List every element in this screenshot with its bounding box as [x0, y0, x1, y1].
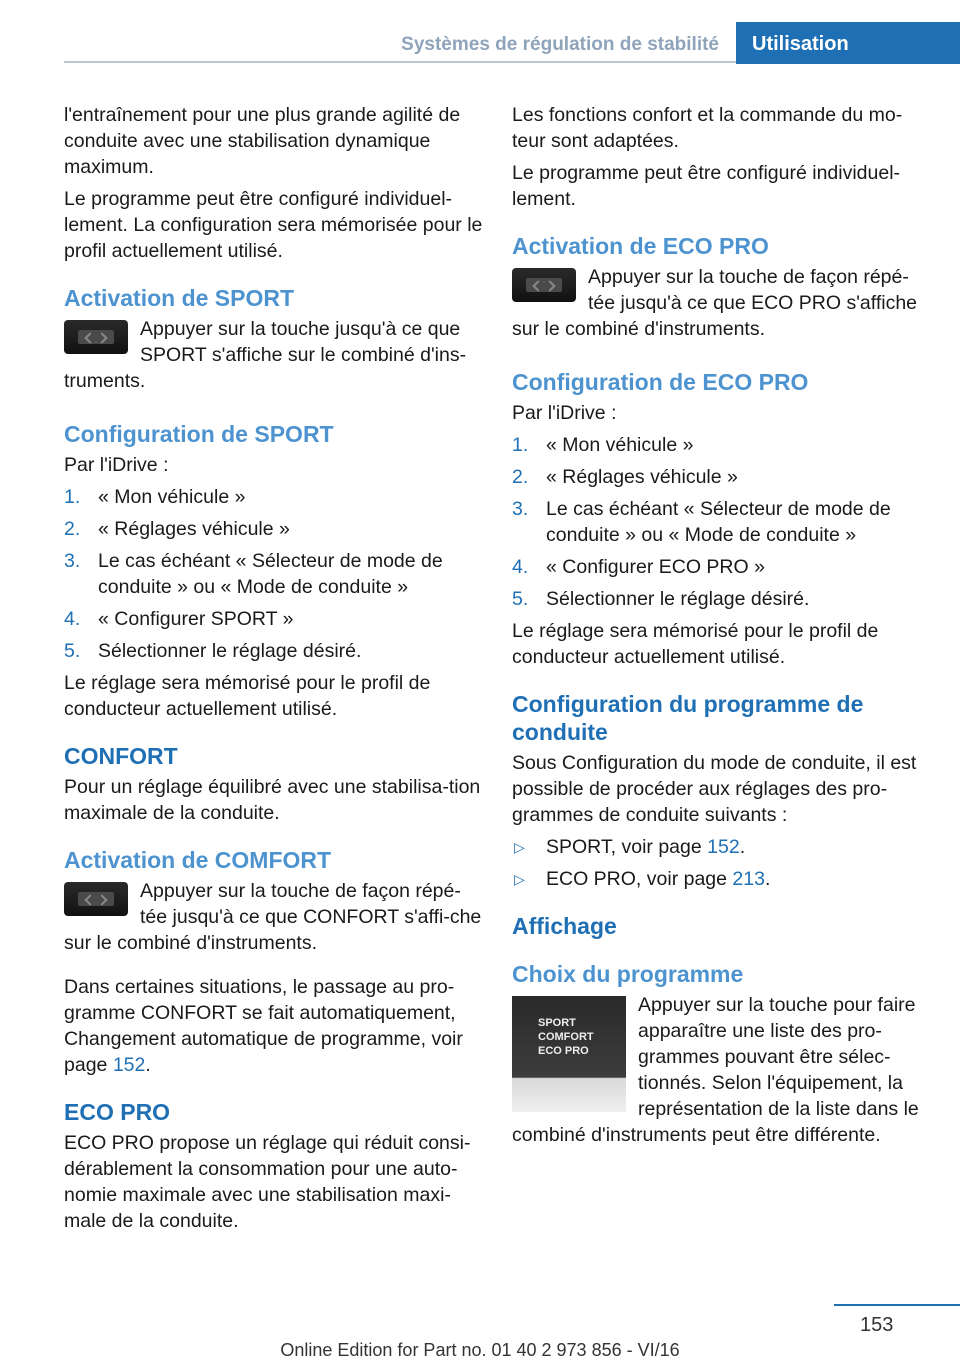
footer-rule: [834, 1304, 960, 1306]
heading-confort: CONFORT: [64, 743, 178, 769]
header-rule: [64, 61, 736, 63]
heading-activation-comfort: Activation de COMFORT: [64, 847, 332, 873]
list-item: 4. « Configurer SPORT »: [64, 608, 294, 630]
mode-button-icon: [512, 268, 576, 302]
list-item: ▷ ECO PRO, voir page 213.: [514, 868, 771, 890]
list-item: 2. « Réglages véhicule »: [64, 518, 290, 540]
confort-description: Pour un réglage équilibré avec une stabilisa‐tion maximale de la conduite.: [64, 776, 481, 824]
activation-comfort-text: Appuyer sur la touche de façon répé‐tée jusqu'à ce que CONFORT s'affi‐che sur le combiné d'instruments.: [64, 880, 482, 954]
header-chapter-tab: Utilisation: [736, 22, 960, 64]
menu-option: ECO PRO: [538, 1045, 589, 1057]
menu-option: COMFORT: [538, 1031, 594, 1043]
list-item: 5. Sélectionner le réglage désiré.: [512, 588, 810, 610]
program-choice-text: Appuyer sur la touche pour faire apparaître une liste des pro‐grammes pouvant être sélec‐tionnés. Selon l'équipement, la représentation de la liste dans le combiné d'instruments peut être différente.: [512, 994, 919, 1146]
page-number: 153: [860, 1314, 894, 1336]
heading-eco-pro: ECO PRO: [64, 1099, 171, 1125]
list-item: 3. Le cas échéant « Sélecteur de mode de conduite » ou « Mode de conduite »: [64, 550, 443, 598]
list-item: 2. « Réglages véhicule »: [512, 466, 738, 488]
comfort-functions-text: Les fonctions confort et la commande du mo‐teur sont adaptées.: [512, 104, 903, 152]
right-column: [512, 102, 932, 1154]
triangle-bullet-icon: ▷: [514, 871, 525, 887]
activation-eco-text: Appuyer sur la touche de façon répé‐tée jusqu'à ce que ECO PRO s'affiche sur le combiné d'instruments.: [512, 266, 918, 340]
page-link[interactable]: 152: [112, 1054, 146, 1076]
heading-display: Affichage: [512, 913, 617, 939]
eco-description: ECO PRO propose un réglage qui réduit consi‐dérablement la consommation pour une auto‐nomie maximale avec une stabilisation maxi‐male de la conduite.: [64, 1132, 471, 1232]
heading-configuration-sport: Configuration de SPORT: [64, 421, 334, 447]
heading-activation-eco: Activation de ECO PRO: [512, 233, 769, 259]
header-section-title: Systèmes de régulation de stabilité: [401, 34, 719, 55]
list-item: 5. Sélectionner le réglage désiré.: [64, 640, 362, 662]
heading-program-configuration: Configuration du programme de conduite: [512, 691, 864, 745]
triangle-bullet-icon: ▷: [514, 839, 525, 855]
program-configuration-text: Sous Configuration du mode de conduite, il est possible de procéder aux réglages des pro‐grammes de conduite suivants :: [512, 752, 917, 826]
edition-footer: Online Edition for Part no. 01 40 2 973 856 - VI/16: [280, 1340, 680, 1360]
program-bullets: [512, 834, 932, 892]
idrive-label: Par l'iDrive :: [64, 454, 169, 476]
list-item: ▷ SPORT, voir page 152.: [514, 836, 746, 858]
page-link[interactable]: 152: [707, 836, 740, 858]
saved-note: Le réglage sera mémorisé pour le profil de conducteur actuellement utilisé.: [512, 620, 879, 668]
heading-configuration-eco: Configuration de ECO PRO: [512, 369, 809, 395]
idrive-label: Par l'iDrive :: [512, 402, 617, 424]
config-paragraph: Le programme peut être configuré individuel‐lement. La configuration sera mémorisée pour le profil actuellement utilisé.: [64, 188, 483, 262]
activation-sport-text: Appuyer sur la touche jusqu'à ce que SPORT s'affiche sur le combiné d'ins‐truments.: [64, 318, 467, 392]
heading-program-choice: Choix du programme: [512, 961, 744, 987]
intro-paragraph: l'entraînement pour une plus grande agilité de conduite avec une stabilisation dynamique maximum.: [64, 104, 461, 178]
saved-note: Le réglage sera mémorisé pour le profil de conducteur actuellement utilisé.: [64, 672, 431, 720]
mode-button-icon: [64, 320, 128, 354]
page-link[interactable]: 213: [732, 868, 765, 890]
eco-steps-list: [512, 432, 932, 612]
mode-button-icon: [64, 882, 128, 916]
list-item: 3. Le cas échéant « Sélecteur de mode de conduite » ou « Mode de conduite »: [512, 498, 891, 546]
instrument-cluster-image: [512, 996, 626, 1112]
list-item: 1. « Mon véhicule »: [512, 434, 694, 456]
config-paragraph: Le programme peut être configuré individuel‐lement.: [512, 162, 901, 210]
left-column: [64, 102, 484, 1240]
list-item: 1. « Mon véhicule »: [64, 486, 246, 508]
heading-activation-sport: Activation de SPORT: [64, 285, 295, 311]
list-item: 4. « Configurer ECO PRO »: [512, 556, 765, 578]
sport-steps-list: [64, 484, 484, 664]
auto-change-text: Dans certaines situations, le passage au pro‐gramme CONFORT se fait automatiquement, Changement automatique de programme, voir page 152.: [64, 976, 463, 1076]
menu-option: SPORT: [538, 1017, 576, 1029]
